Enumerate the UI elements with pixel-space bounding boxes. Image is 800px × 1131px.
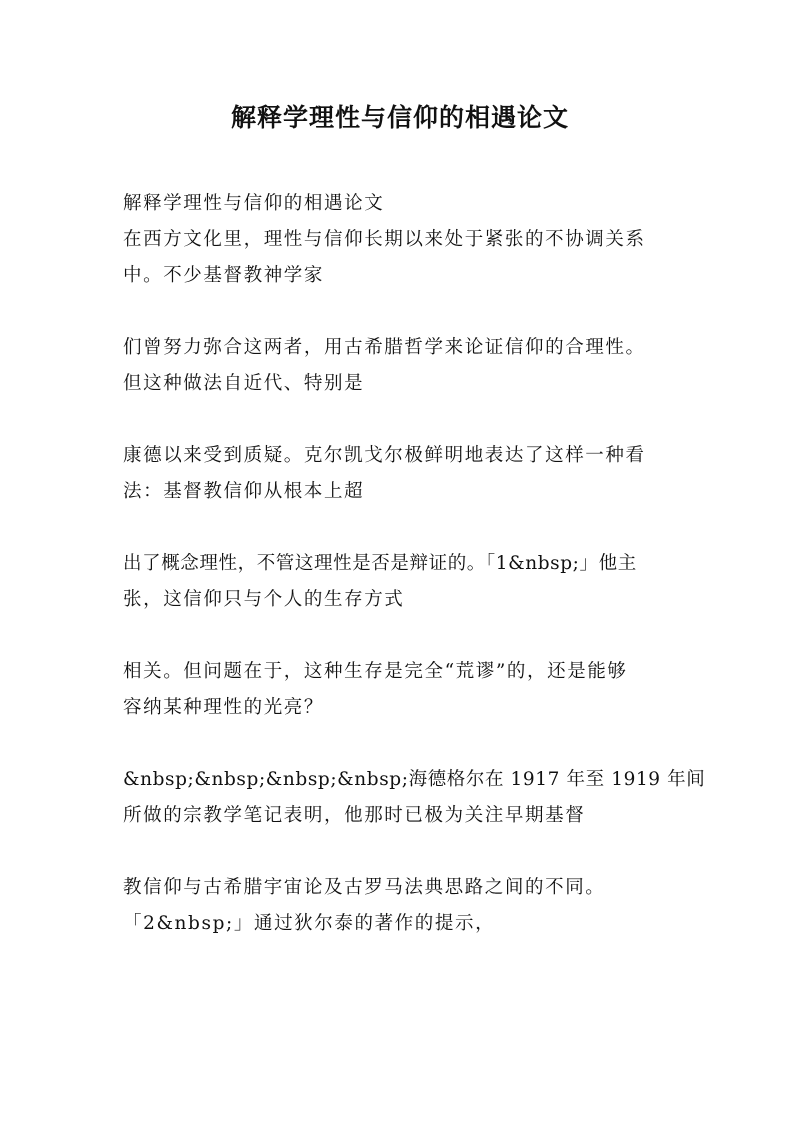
text-line: 所做的宗教学笔记表明，他那时已极为关注早期基督 [123, 805, 586, 826]
paragraph [123, 762, 706, 834]
text-line: 出了概念理性，不管这理性是否是辩证的。「1&nbsp;」他主 [123, 553, 637, 574]
paragraph [123, 546, 703, 618]
text-line: 中。不少基督教神学家 [123, 265, 325, 286]
text-line: 但这种做法自近代、特别是 [123, 373, 365, 394]
paragraph [123, 654, 703, 726]
text-line: 容纳某种理性的光亮？ [123, 697, 325, 718]
paragraph [123, 186, 703, 294]
text-line: 相关。但问题在于，这种生存是完全“荒谬”的，还是能够 [123, 661, 628, 682]
paragraph [123, 330, 703, 402]
text-line: 康德以来受到质疑。克尔凯戈尔极鲜明地表达了这样一种看 [123, 445, 646, 466]
text-line: 在西方文化里，理性与信仰长期以来处于紧张的不协调关系 [123, 229, 646, 250]
document-title: 解释学理性与信仰的相遇论文 [230, 103, 569, 132]
text-line: 法：基督教信仰从根本上超 [123, 481, 365, 502]
text-line: 张，这信仰只与个人的生存方式 [123, 589, 405, 610]
text-line: 教信仰与古希腊宇宙论及古罗马法典思路之间的不同。 [123, 877, 606, 898]
text-line: 解释学理性与信仰的相遇论文 [123, 193, 385, 214]
document-body [123, 186, 706, 978]
paragraph [123, 438, 703, 510]
text-line: 「2&nbsp;」通过狄尔泰的著作的提示， [123, 913, 496, 934]
text-line: &nbsp;&nbsp;&nbsp;&nbsp;海德格尔在 1917 年至 1919 年间 [123, 769, 706, 790]
paragraph [123, 870, 703, 942]
text-line: 们曾努力弥合这两者，用古希腊哲学来论证信仰的合理性。 [123, 337, 646, 358]
